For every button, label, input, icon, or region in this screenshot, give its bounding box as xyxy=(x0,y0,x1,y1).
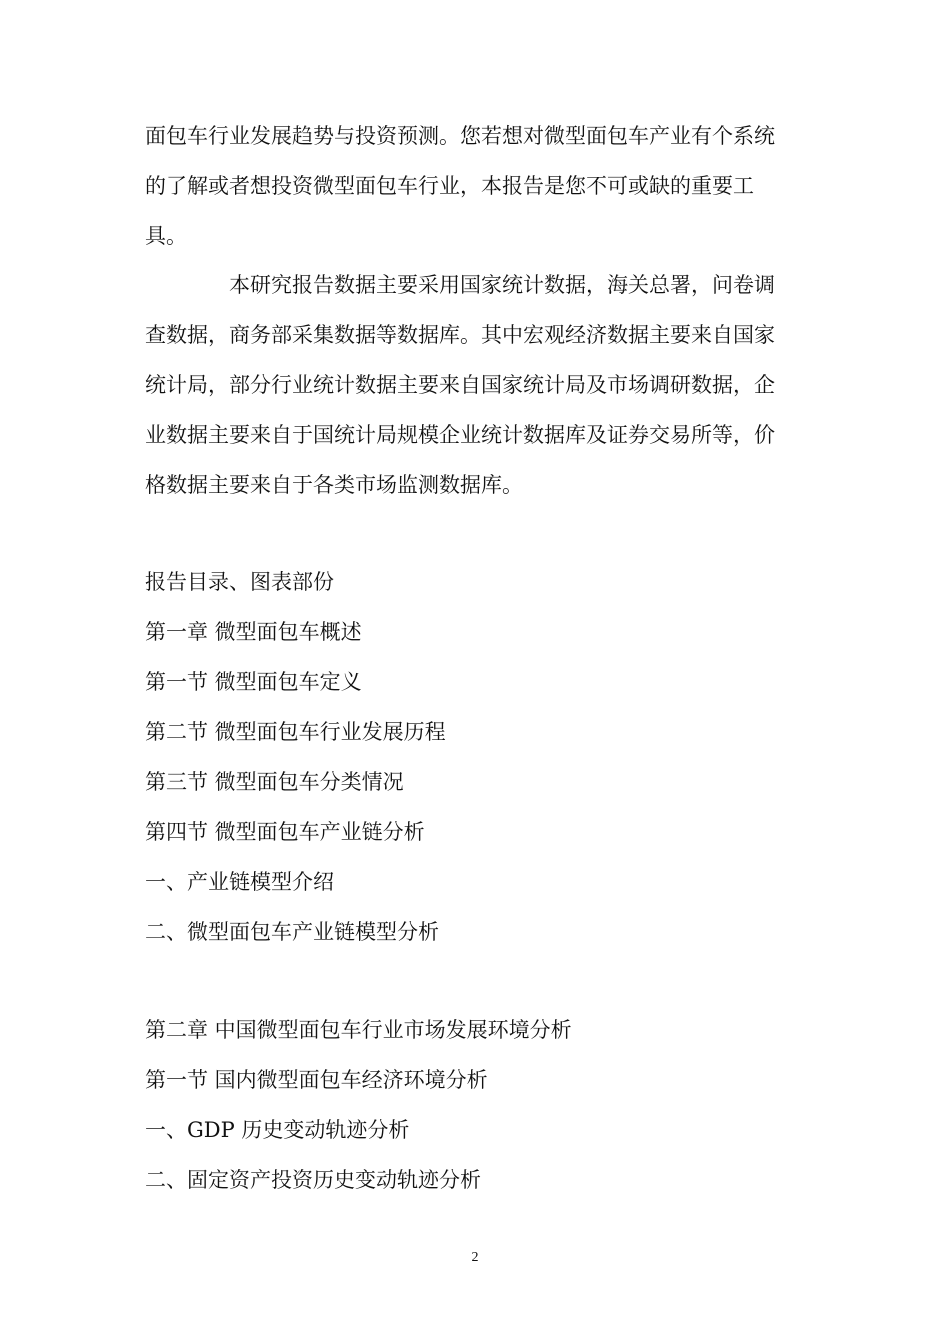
intro-paragraph xyxy=(145,111,810,261)
paragraph-line: 本研究报告数据主要采用国家统计数据，海关总署，问卷调 xyxy=(229,273,775,297)
toc-section: 第一节 国内微型面包车经济环境分析 xyxy=(145,1068,488,1092)
toc-section: 第二节 微型面包车行业发展历程 xyxy=(145,720,446,744)
paragraph-line: 具。 xyxy=(145,224,187,248)
toc-chapter: 第一章 微型面包车概述 xyxy=(145,620,362,644)
paragraph-line: 业数据主要来自于国统计局规模企业统计数据库及证券交易所等，价 xyxy=(145,423,775,447)
paragraph-line: 的了解或者想投资微型面包车行业，本报告是您不可或缺的重要工 xyxy=(145,174,754,198)
paragraph-line: 统计局，部分行业统计数据主要来自国家统计局及市场调研数据，企 xyxy=(145,373,775,397)
toc-heading: 报告目录、图表部份 xyxy=(145,570,334,594)
data-source-paragraph xyxy=(145,260,810,510)
toc-section: 第四节 微型面包车产业链分析 xyxy=(145,820,425,844)
toc-subsection: 一、GDP 历史变动轨迹分析 xyxy=(145,1118,410,1142)
toc-section: 第三节 微型面包车分类情况 xyxy=(145,770,404,794)
paragraph-line: 格数据主要来自于各类市场监测数据库。 xyxy=(145,473,523,497)
paragraph-line: 查数据，商务部采集数据等数据库。其中宏观经济数据主要来自国家 xyxy=(145,323,775,347)
toc-subsection: 一、产业链模型介绍 xyxy=(145,870,334,894)
toc-section: 第一节 微型面包车定义 xyxy=(145,670,362,694)
paragraph-line: 面包车行业发展趋势与投资预测。您若想对微型面包车产业有个系统 xyxy=(145,124,775,148)
toc-subsection: 二、固定资产投资历史变动轨迹分析 xyxy=(145,1168,481,1192)
toc-chapter: 第二章 中国微型面包车行业市场发展环境分析 xyxy=(145,1018,572,1042)
toc-subsection: 二、微型面包车产业链模型分析 xyxy=(145,920,439,944)
page-number: 2 xyxy=(471,1250,479,1265)
